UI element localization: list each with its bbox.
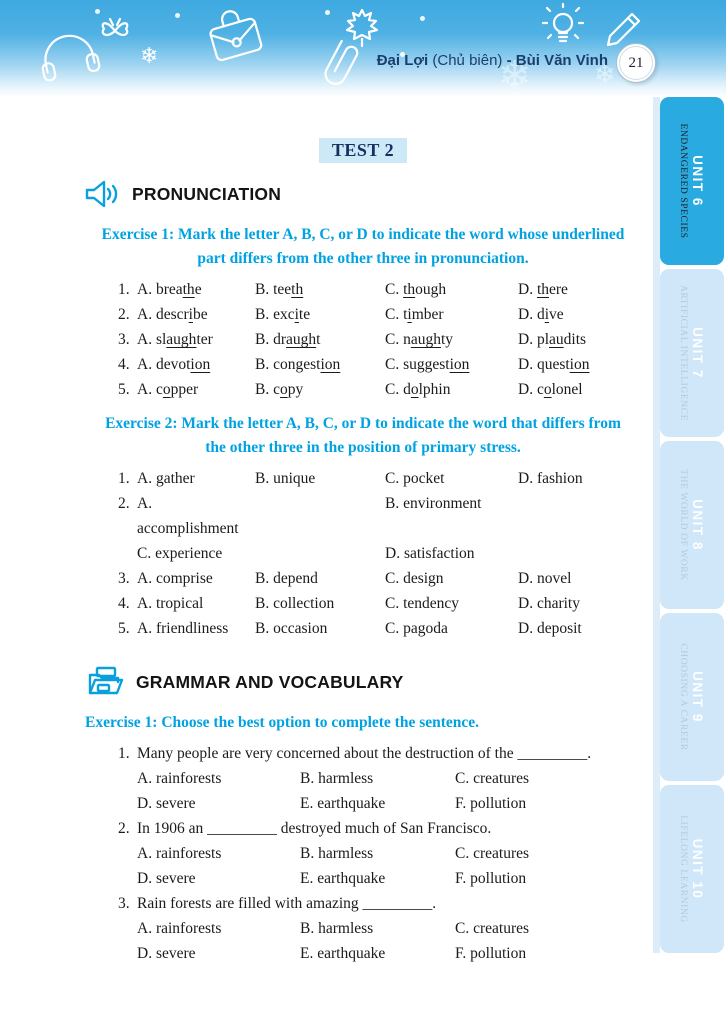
option-label: A. [137,845,153,862]
grammar-questions [85,741,641,966]
butterfly-icon [98,14,132,48]
option-label: A. [137,356,153,373]
question-number: 1. [118,470,130,487]
section-title: GRAMMAR AND VOCABULARY [136,671,404,692]
exercise-heading-line2: part differs from the other three in pronunciation. [197,250,529,267]
author-role: (Chủ biên) [428,52,507,69]
option-row [85,791,641,816]
question-number: 3. [118,895,130,912]
answer-option: A. describe [137,306,208,323]
answer-option: A. rainforests [137,845,222,862]
option-label: E. [300,945,314,962]
answer-option: C. though [385,281,447,298]
answer-option: D. novel [518,570,572,587]
exercise-questions [85,277,641,402]
unit-topic-label: CHOOSING A CAREER [678,643,689,751]
speaker-icon [85,179,121,209]
answer-option: B. harmless [300,845,374,862]
unit-topic-label: ENDANGERED SPECIES [678,123,689,239]
option-label: D. [518,331,534,348]
option-label: C. [385,331,400,348]
unit-topic-label: LIFELONG LEARNING [678,815,689,923]
answer-option: D. severe [137,870,196,887]
option-label: C. [385,356,400,373]
answer-option: C. creatures [455,920,530,937]
option-label: A. [137,281,153,298]
option-label: C. [385,620,400,637]
option-label: D. [518,306,534,323]
answer-option: D. charity [518,595,580,612]
pronunciation-section-header [85,179,641,209]
test-title: TEST 2 [319,138,407,163]
option-label: D. [518,570,534,587]
decor-dot [420,16,425,21]
answer-option: A. rainforests [137,920,222,937]
pencil-icon [600,6,646,46]
exercise-heading [85,412,641,460]
sidebar-tab-unit-8 [660,441,724,609]
answer-option: B. copy [255,381,304,398]
option-label: C. [455,770,470,787]
answer-option: D. dive [518,306,564,323]
answer-option: C. timber [385,306,444,323]
question-row [85,616,641,641]
exercise-heading-line1: Exercise 1: Mark the letter A, B, C, or D to indicate the word whose underlined [101,226,625,243]
briefcase-icon [191,0,275,72]
option-label: C. [385,381,400,398]
answer-option: B. draught [255,331,321,348]
question-row [85,541,641,566]
option-label: B. [255,356,270,373]
option-label: B. [300,920,315,937]
question-text: Rain forests are filled with amazing _________. [137,895,437,912]
answer-option: B. excite [255,306,311,323]
unit-label: UNIT 7 [690,327,706,379]
option-label: C. [385,570,400,587]
answer-option: A. slaughter [137,331,213,348]
exercise-questions [85,466,641,641]
question-row [85,466,641,491]
answer-option: B. unique [255,470,316,487]
answer-option: A. comprise [137,570,213,587]
unit-label: UNIT 10 [690,838,706,900]
option-label: A. [137,620,153,637]
answer-option: A. devotion [137,356,211,373]
answer-option: D. colonel [518,381,583,398]
option-label: C. [385,306,400,323]
answer-option: A. rainforests [137,770,222,787]
page-number: 21 [628,54,644,71]
question-row [85,277,641,302]
exercise-heading: Exercise 1: Choose the best option to complete the sentence. [85,714,480,731]
option-label: A. [137,920,153,937]
answer-option: B. occasion [255,620,328,637]
answer-option: A. gather [137,470,195,487]
answer-option: A. breathe [137,281,202,298]
option-label: F. [455,795,467,812]
answer-option: A. copper [137,381,199,398]
option-label: A. [137,381,153,398]
answer-option: D. deposit [518,620,582,637]
option-label: B. [255,620,270,637]
option-label: D. [518,620,534,637]
answer-option: D. question [518,356,590,373]
answer-option: B. depend [255,570,318,587]
question-number: 1. [118,745,130,762]
option-label: A. [137,331,153,348]
question-number: 3. [118,331,130,348]
grammar-section-header [85,667,641,697]
answer-option: A. accomplishment [137,495,239,537]
sidebar-tab-unit-10 [660,785,724,953]
question-number: 2. [118,495,130,512]
page-content [85,138,641,966]
exercise-heading-line2: the other three in the position of primary stress. [205,439,521,456]
option-label: C. [385,595,400,612]
option-label: F. [455,945,467,962]
option-label: B. [255,331,270,348]
option-label: C. [455,845,470,862]
unit-label: UNIT 6 [690,155,706,207]
answer-option: C. experience [137,545,223,562]
option-label: D. [518,381,534,398]
answer-option: F. pollution [455,945,527,962]
answer-option: C. tendency [385,595,460,612]
option-label: C. [455,920,470,937]
question-number: 5. [118,381,130,398]
option-row [85,766,641,791]
option-label: B. [255,381,270,398]
answer-option: A. tropical [137,595,204,612]
author-name-secondary: - Bùi Văn Vinh [506,52,608,69]
option-label: A. [137,770,153,787]
answer-option: E. earthquake [300,795,386,812]
answer-option: D. satisfaction [385,545,475,562]
answer-option: D. plaudits [518,331,587,348]
unit-tabs-sidebar [653,97,726,953]
option-label: B. [255,306,270,323]
question-text: In 1906 an _________ destroyed much of San Francisco. [137,820,492,837]
question-row [85,816,641,841]
option-label: A. [137,306,153,323]
unit-topic-label: ARTIFICIAL INTELLIGENCE [678,284,689,422]
option-label: C. [385,281,400,298]
answer-option: C. creatures [455,770,530,787]
answer-option: B. harmless [300,770,374,787]
decor-dot [175,13,180,18]
option-label: B. [255,281,270,298]
option-label: F. [455,870,467,887]
answer-option: D. severe [137,795,196,812]
author-name-primary: Đại Lợi [376,52,429,69]
option-label: D. [518,595,534,612]
option-label: C. [385,470,400,487]
option-label: D. [518,356,534,373]
answer-option: C. suggestion [385,356,470,373]
answer-option: B. teeth [255,281,304,298]
option-label: E. [300,795,314,812]
option-label: B. [255,470,270,487]
answer-option: E. earthquake [300,870,386,887]
option-label: B. [385,495,400,512]
unit-label: UNIT 9 [690,671,706,723]
question-row [85,302,641,327]
question-row [85,352,641,377]
headphones-icon [31,20,105,86]
question-row [85,566,641,591]
answer-option: F. pollution [455,795,527,812]
sidebar-tab-unit-6 [660,97,724,265]
question-row [85,327,641,352]
option-row [85,841,641,866]
answer-option: F. pollution [455,870,527,887]
option-row [85,866,641,891]
question-number: 2. [118,306,130,323]
exercise-heading [85,223,641,271]
option-row [85,941,641,966]
snowflake-icon: ❄ [498,53,532,99]
option-label: D. [137,945,153,962]
unit-label: UNIT 8 [690,499,706,551]
option-label: D. [385,545,401,562]
question-number: 1. [118,281,130,298]
answer-option: D. severe [137,945,196,962]
question-row [85,491,641,541]
answer-option: C. pocket [385,470,445,487]
answer-option: B. harmless [300,920,374,937]
question-row [85,377,641,402]
page-header-banner [0,0,726,97]
question-row [85,741,641,766]
snowflake-icon: ❄ [594,60,616,90]
option-label: D. [137,870,153,887]
option-label: C. [137,545,152,562]
unit-topic-label: THE WORLD OF WORK [678,469,689,581]
decor-dot [325,10,330,15]
option-label: B. [300,845,315,862]
option-label: B. [255,570,270,587]
answer-option: B. collection [255,595,335,612]
option-row [85,916,641,941]
question-row [85,891,641,916]
option-label: E. [300,870,314,887]
sidebar-tab-unit-7 [660,269,724,437]
option-label: A. [137,595,153,612]
option-label: D. [137,795,153,812]
option-label: D. [518,470,534,487]
answer-option: A. friendliness [137,620,229,637]
folder-icon [85,666,125,698]
option-label: D. [518,281,534,298]
option-label: B. [300,770,315,787]
option-label: A. [137,470,153,487]
sidebar-tab-unit-9 [660,613,724,781]
option-label: A. [137,495,153,512]
option-label: A. [137,570,153,587]
answer-option: C. naughty [385,331,454,348]
answer-option: D. there [518,281,568,298]
answer-option: C. pagoda [385,620,448,637]
question-number [85,541,137,566]
answer-option: C. design [385,570,444,587]
question-number: 4. [118,595,130,612]
question-text: Many people are very concerned about the destruction of the _________. [137,745,592,762]
exercise-heading-line1: Exercise 2: Mark the letter A, B, C, or D to indicate the word that differs from [105,415,621,432]
section-title: PRONUNCIATION [132,183,282,204]
answer-option: B. environment [385,495,482,512]
question-number: 5. [118,620,130,637]
answer-option: C. dolphin [385,381,451,398]
lightbulb-icon [540,2,586,54]
answer-option: C. creatures [455,845,530,862]
book-author-credit [377,52,608,69]
question-row [85,591,641,616]
question-number: 4. [118,356,130,373]
option-label: B. [255,595,270,612]
snowflake-icon: ❄ [140,44,159,69]
question-number: 3. [118,570,130,587]
answer-option: E. earthquake [300,945,386,962]
page-number-badge [616,43,656,83]
answer-option: D. fashion [518,470,583,487]
question-number: 2. [118,820,130,837]
answer-option: B. congestion [255,356,341,373]
